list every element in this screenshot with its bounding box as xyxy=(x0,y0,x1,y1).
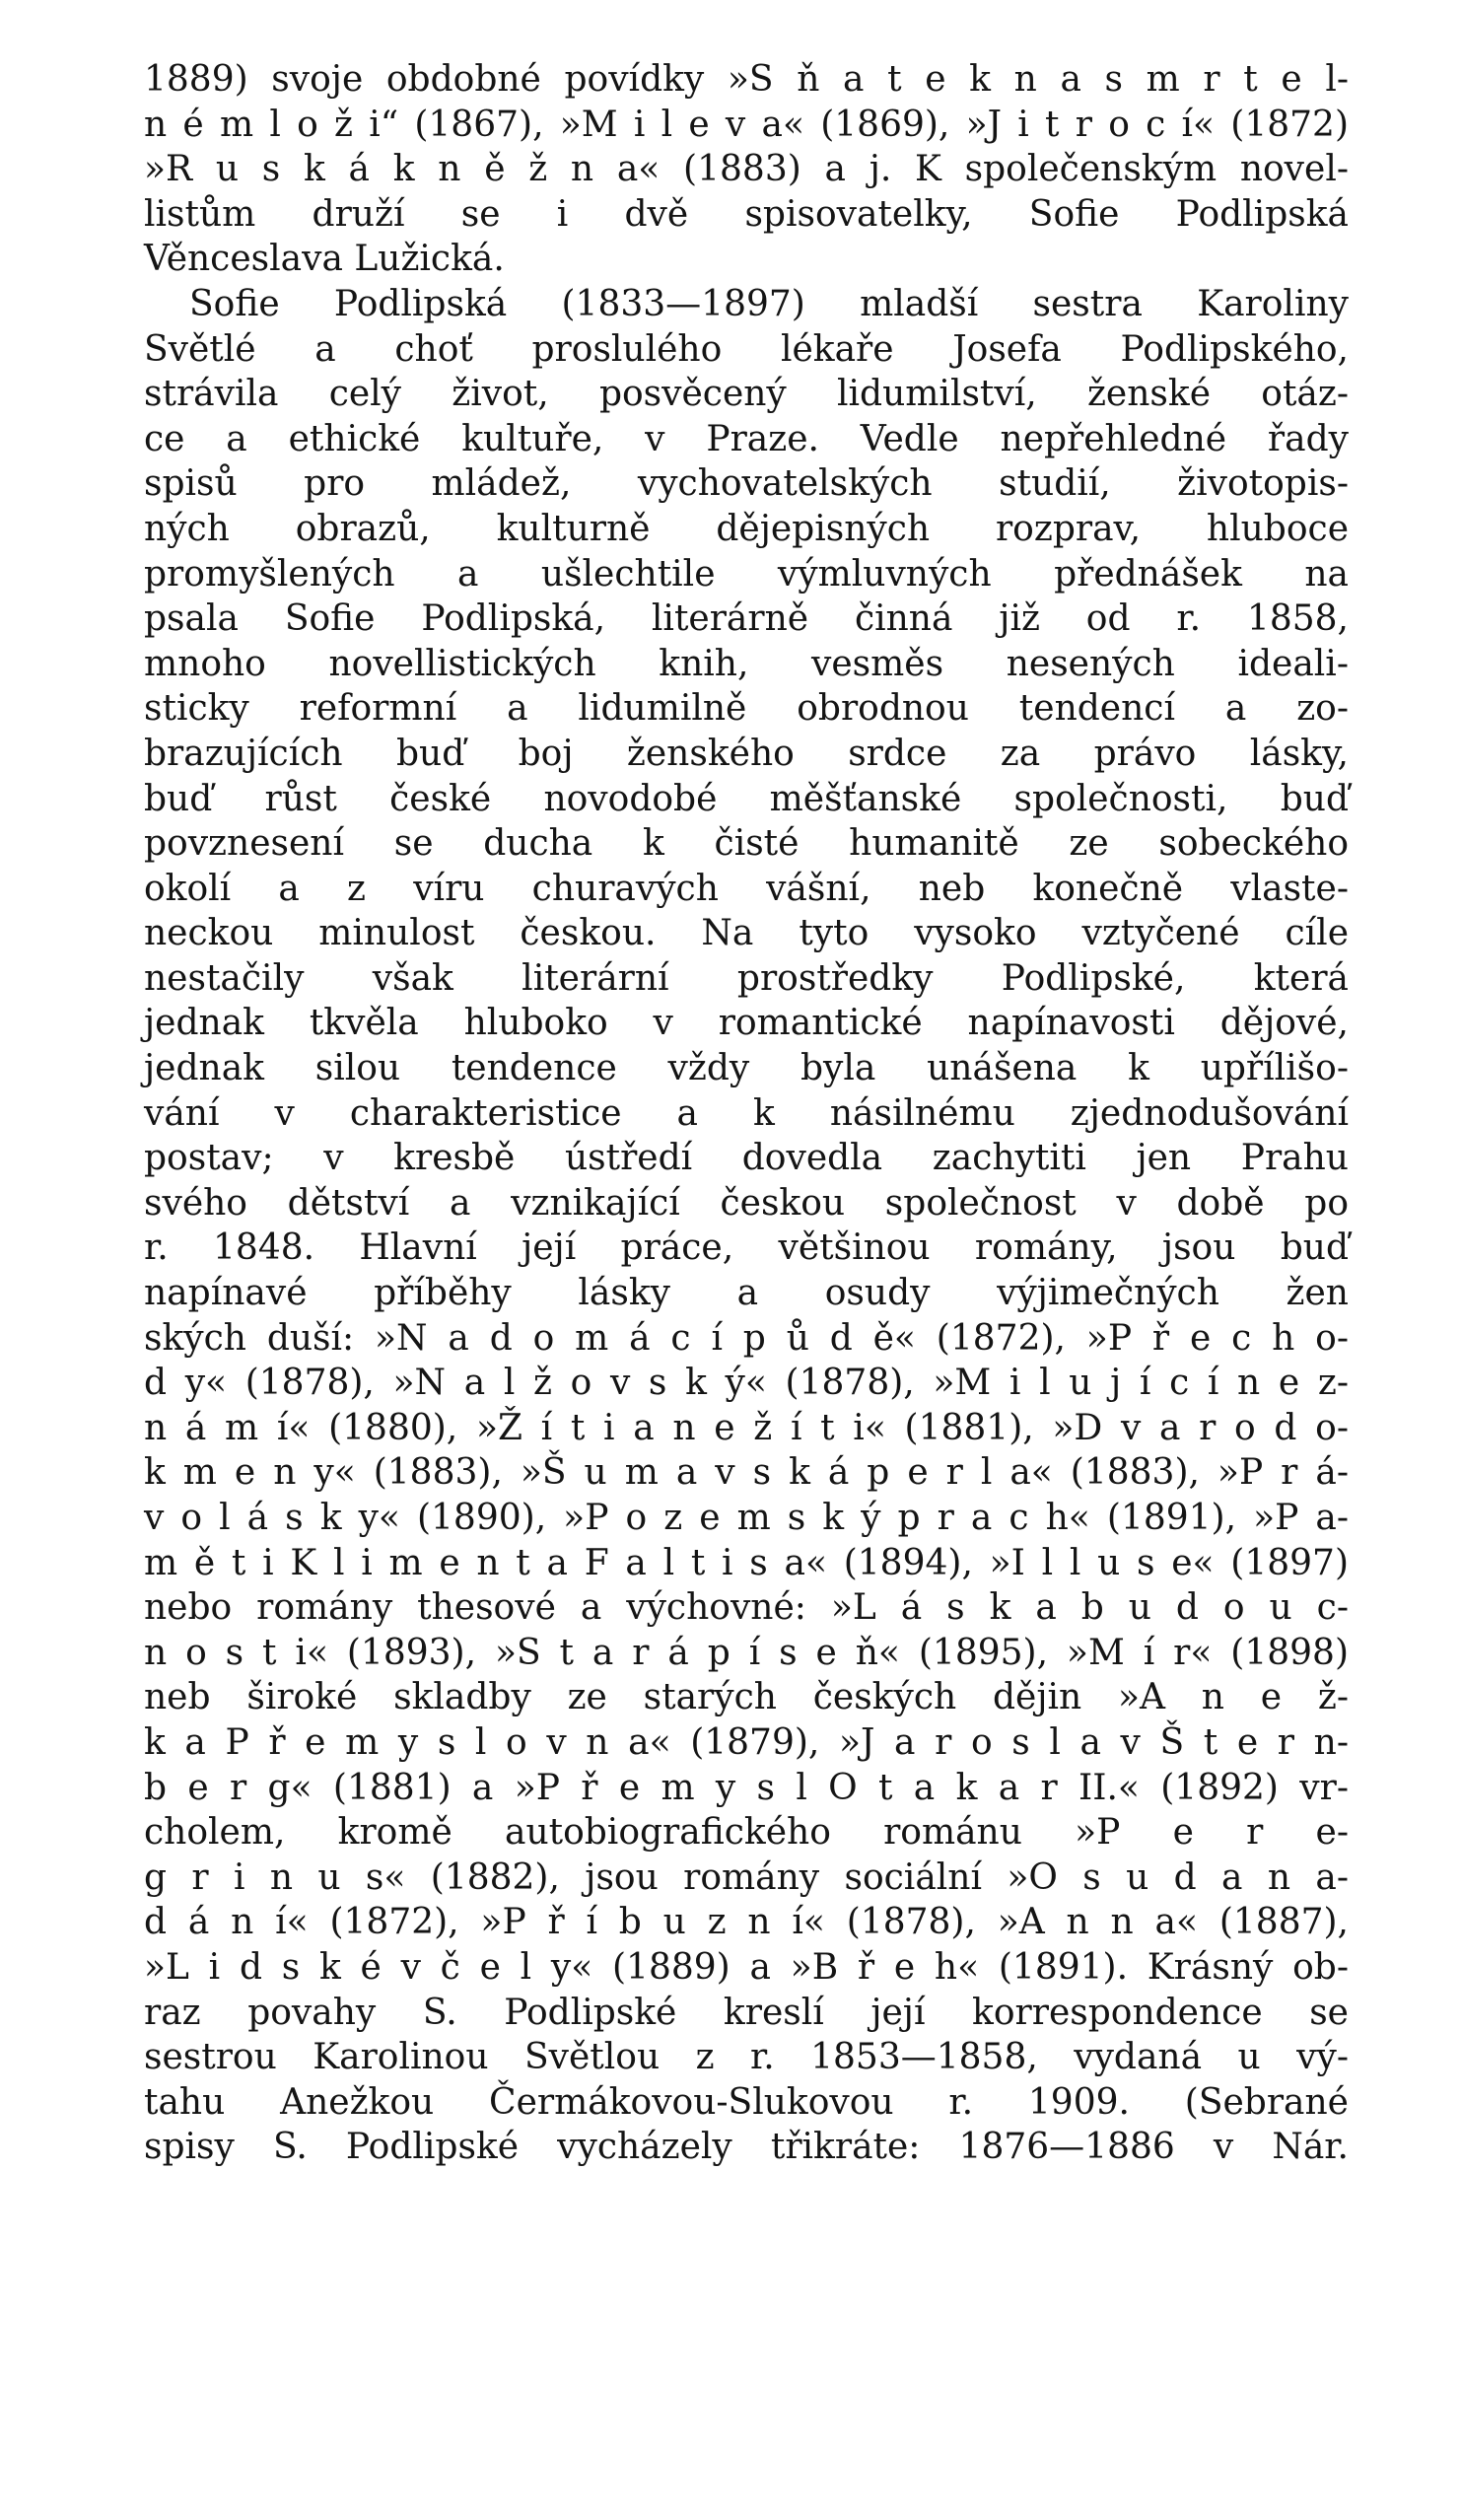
text-line: d á n í« (1872), »P ř í b u z n í« (1878), »A n n a« (1887), xyxy=(144,1902,1349,1943)
text-line: n o s t i« (1893), »S t a r á p í s e ň« (1895), »M í r« (1898) xyxy=(144,1632,1349,1673)
text-line: sestrou Karolinou Světlou z r. 1853—1858, vydaná u vý- xyxy=(144,2037,1349,2078)
text-line: d y« (1878), »N a l ž o v s k ý« (1878), »M i l u j í c í n e z- xyxy=(144,1363,1349,1404)
text-line: ských duší: »N a d o m á c í p ů d ě« (1872), »P ř e c h o- xyxy=(144,1317,1349,1359)
text-line: napínavé příběhy lásky a osudy výjimečných žen xyxy=(144,1273,1349,1314)
text-line: v o l á s k y« (1890), »P o z e m s k ý p r a c h« (1891), »P a- xyxy=(144,1498,1349,1538)
text-line: jednak silou tendence vždy byla unášena k upřílišo- xyxy=(144,1048,1349,1089)
text-line: svého dětství a vznikající českou společnost v době po xyxy=(144,1182,1349,1224)
text-line: psala Sofie Podlipská, literárně činná již od r. 1858, xyxy=(144,598,1349,640)
text-line: brazujících buď boj ženského srdce za právo lásky, xyxy=(144,733,1349,774)
text-line: ce a ethické kultuře, v Praze. Vedle nepřehledné řady xyxy=(144,418,1349,459)
text-line: jednak tkvěla hluboko v romantické napínavosti dějové, xyxy=(144,1003,1349,1044)
text-line: n á m í« (1880), »Ž í t i a n e ž í t i« (1881), »D v a r o d o- xyxy=(144,1407,1349,1448)
text-line: neb široké skladby ze starých českých dějin »A n e ž- xyxy=(144,1677,1349,1718)
text-line: strávila celý život, posvěcený lidumilství, ženské otáz- xyxy=(144,374,1349,415)
text-line: b e r g« (1881) a »P ř e m y s l O t a k a r II.« (1892) vr- xyxy=(144,1767,1349,1808)
text-line: promyšlených a ušlechtile výmluvných přednášek na xyxy=(144,553,1349,595)
text-line: cholem, kromě autobiografického románu »P e r e- xyxy=(144,1812,1349,1854)
text-line: nestačily však literární prostředky Podlipské, která xyxy=(144,957,1349,999)
text-line: ných obrazů, kulturně dějepisných rozprav, hluboce xyxy=(144,508,1349,549)
text-line: okolí a z víru churavých vášní, neb konečně vlaste- xyxy=(144,868,1349,909)
paragraph-start-line: Sofie Podlipská (1833—1897) mladší sestra Karoliny xyxy=(189,283,1349,324)
text-line: sticky reformní a lidumilně obrodnou tendencí a zo- xyxy=(144,688,1349,730)
text-line: Světlé a choť proslulého lékaře Josefa Podlipského, xyxy=(144,328,1349,370)
text-line: vání v charakteristice a k násilnému zjednodušování xyxy=(144,1092,1349,1134)
text-line: Věnceslava Lužická. xyxy=(144,239,505,280)
text-line: g r i n u s« (1882), jsou romány sociální »O s u d a n a- xyxy=(144,1856,1349,1898)
text-line: m ě t i K l i m e n t a F a l t i s a« (1894), »I l l u s e« (1897) xyxy=(144,1542,1349,1583)
text-line: n é m l o ž i“ (1867), »M i l e v a« (1869), »J i t r o c í« (1872) xyxy=(144,104,1349,145)
text-line: mnoho novellistických knih, vesměs nesených ideali- xyxy=(144,643,1349,684)
text-line: neckou minulost českou. Na tyto vysoko vztyčené cíle xyxy=(144,913,1349,954)
text-line: »R u s k á k n ě ž n a« (1883) a j. K společenským novel- xyxy=(144,149,1349,190)
text-line: buď růst české novodobé měšťanské společnosti, buď xyxy=(144,778,1349,819)
text-line: 1889) svoje obdobné povídky »S ň a t e k n a s m r t e l- xyxy=(144,59,1349,100)
text-line: tahu Anežkou Čermákovou-Slukovou r. 1909. (Sebrané xyxy=(144,2081,1349,2123)
text-line: spisů pro mládež, vychovatelských studií, životopis- xyxy=(144,463,1349,505)
text-line: k m e n y« (1883), »Š u m a v s k á p e r l a« (1883), »P r á- xyxy=(144,1452,1349,1494)
text-line: raz povahy S. Podlipské kreslí její korrespondence se xyxy=(144,1992,1349,2033)
text-line: k a P ř e m y s l o v n a« (1879), »J a r o s l a v Š t e r n- xyxy=(144,1721,1349,1763)
text-line: r. 1848. Hlavní její práce, většinou romány, jsou buď xyxy=(144,1227,1349,1269)
text-line: listům druží se i dvě spisovatelky, Sofie Podlipská xyxy=(144,193,1349,235)
document-page xyxy=(144,57,1349,2170)
text-line: nebo romány thesové a výchovné: »L á s k a b u d o u c- xyxy=(144,1587,1349,1629)
text-line: povznesení se ducha k čisté humanitě ze sobeckého xyxy=(144,823,1349,865)
text-line: »L i d s k é v č e l y« (1889) a »B ř e h« (1891). Krásný ob- xyxy=(144,1946,1349,1988)
text-line: spisy S. Podlipské vycházely třikráte: 1876—1886 v Nár. xyxy=(144,2127,1349,2168)
text-line: postav; v kresbě ústředí dovedla zachytiti jen Prahu xyxy=(144,1138,1349,1179)
